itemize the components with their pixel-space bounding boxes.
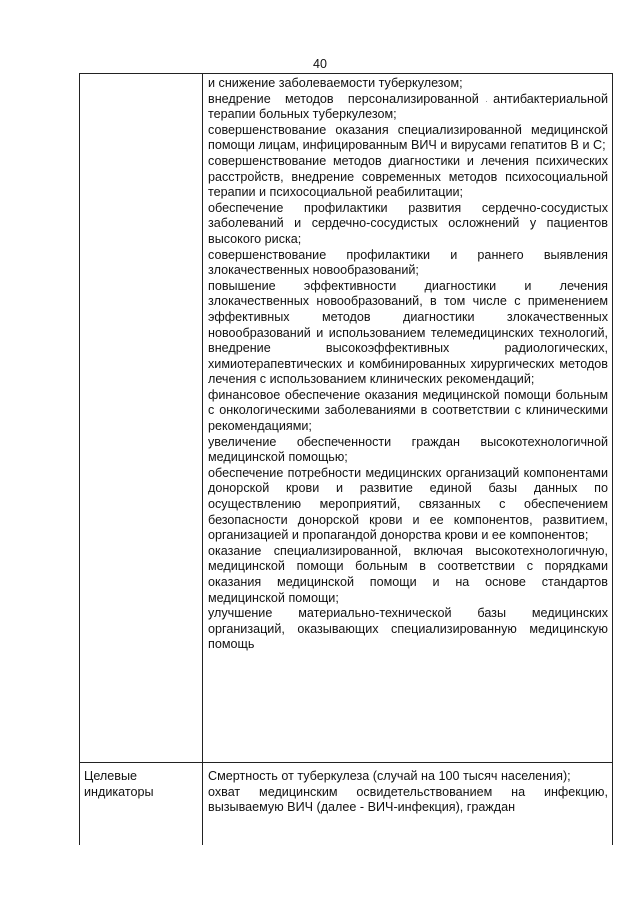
task-item: обеспечение профилактики развития сердечно-сосудистых заболеваний и сердечно-сосудистых осложнений у пациентов высокого риска;	[208, 200, 608, 246]
indicators-label: Целевые индикаторы	[84, 769, 154, 799]
indicators-cell	[208, 769, 608, 816]
task-item: и снижение заболеваемости туберкулезом;	[208, 76, 463, 90]
indicator-item: Смертность от туберкулеза (случай на 100 тысяч населения);	[208, 769, 571, 783]
column-divider	[202, 74, 203, 845]
task-item: улучшение материально-технической базы медицинских организаций, оказывающих специализированную медицинскую помощь	[208, 606, 608, 652]
task-item: совершенствование профилактики и раннего выявления злокачественных новообразований;	[208, 247, 608, 278]
task-item: совершенствование оказания специализированной медицинской помощи лицам, инфицированным ВИЧ и вирусами гепатитов В и С;	[208, 122, 608, 153]
task-item: финансовое обеспечение оказания медицинской помощи больным с онкологическими заболеваниями в соответствии с клиническими рекомендациями;	[208, 387, 608, 434]
tasks-cell	[208, 76, 608, 653]
task-item: совершенствование методов диагностики и лечения психических расстройств, внедрение современных методов психосоциальной терапии и психосоциальной реабилитации;	[208, 153, 608, 200]
page-number: 40	[313, 57, 327, 71]
program-table	[79, 73, 613, 845]
task-item: обеспечение потребности медицинских организаций компонентами донорской крови и развитие единой базы данных по осуществлению мероприятий, связанных с обеспечением безопасности донорской крови и ее компонентов, развитием, организацией и пропагандой донорства крови и ее компонентов;	[208, 465, 608, 543]
task-item: внедрение методов персонализированной антибактериальной терапии больных туберкулезом;	[208, 91, 608, 122]
task-item: повышение эффективности диагностики и лечения злокачественных новообразований, в том числе с применением эффективных методов диагностики злокачественных новообразований и использованием телемедицинских технологий, внедрение высокоэффективных радиологических, химиотерапевтических и комбинированных хирургических методов лечения с использованием клинических рекомендаций;	[208, 278, 608, 387]
task-item: оказание специализированной, включая высокотехнологичную, медицинской помощи больным в соответствии с порядками оказания медицинской помощи и на основе стандартов медицинской помощи;	[208, 543, 608, 605]
task-item: увеличение обеспеченности граждан высокотехнологичной медицинской помощью;	[208, 434, 608, 465]
indicator-item: охват медицинским освидетельствованием на инфекцию, вызываемую ВИЧ (далее - ВИЧ-инфекция), граждан	[208, 784, 608, 815]
row-divider	[80, 762, 612, 763]
